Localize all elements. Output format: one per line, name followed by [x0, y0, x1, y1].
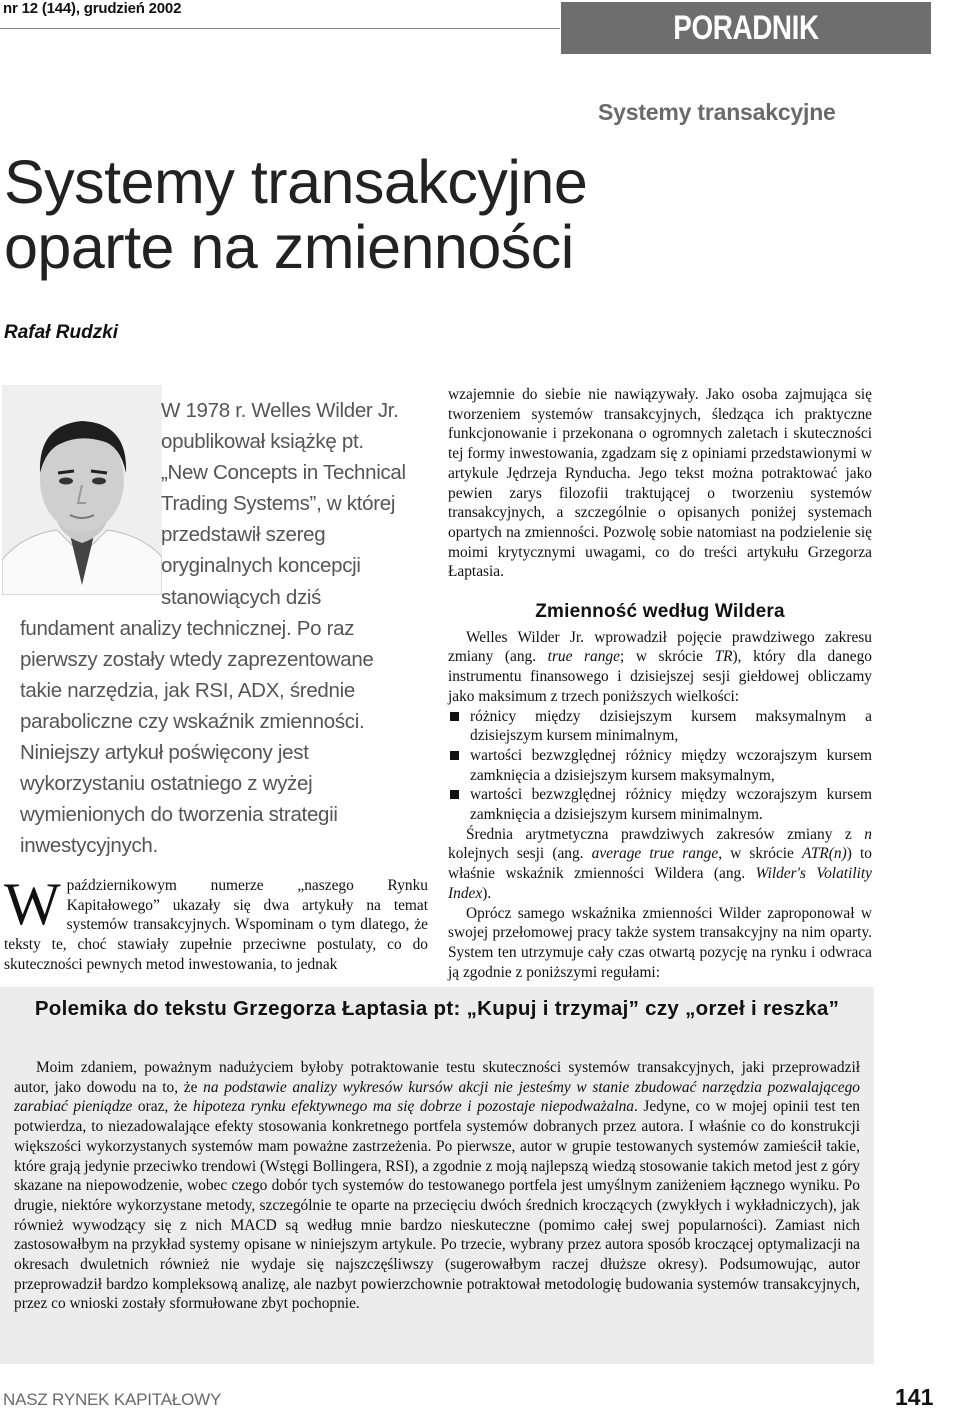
subsection-label: Systemy transakcyjne [598, 99, 836, 125]
bullet-list [448, 707, 872, 825]
author-name: Rafał Rudzki [4, 322, 119, 343]
page-number: 141 [895, 1384, 934, 1410]
body-column-left [4, 871, 428, 975]
paragraph-atr: Średnia arytmetyczna prawdziwych zakresów zmiany z n kolejnych sesji (ang. average true range, w skrócie ATR(n)) to właśnie wskaźnik zmienności Wildera (ang. Wilder's Volatility Index). [448, 825, 872, 902]
polemic-title: Polemika do tekstu Grzegorza Łaptasia pt: „Kupuj i trzymaj” czy „orzeł i reszka” [34, 997, 840, 1020]
list-item: wartości bezwzględnej różnicy między wczorajszym kursem zamknięcia a dzisiejszym kursem maksymalnym, [448, 746, 872, 785]
article-title [4, 150, 587, 280]
paragraph-intro: wzajemnie do siebie nie nawiązywały. Jako osoba zajmująca się tworzeniem systemów transakcyjnych, śledząca ich praktyczne funkcjonowanie i przekonana o ogromnych zaletach i skuteczności tej formy inwestowania, zgadzam się z opiniami przedstawionymi w artykule Jędrzeja Rynducha. Jego tekst można potraktować jako pewien zarys filozofii traktującej o tworzeniu systemów transakcyjnych, a szczególnie o opisanych poniżej systemach opartych na zmienności. Pozwolę sobie natomiast na podzielenie się moimi krytycznymi uwagami, co do treści artykułu Grzegorza Łaptasia. [448, 386, 872, 581]
body-column-right [448, 385, 872, 982]
section-label: PORADNIK INWESTORA [662, 9, 830, 99]
polemic-text: Moim zdaniem, poważnym nadużyciem byłoby potraktowanie testu skuteczności systemów transakcyjnych, jaki przeprowadził autor, jako dowodu na to, że na podstawie analizy wykresów kursów akcji nie jesteśmy w stanie zbudować narzędzia pozwalającego zarabiać pieniądze oraz, że hipoteza rynku efektywnego ma się dobrze i pozostaje niepodważalna. Jedyne, co w mojej opinii test ten potwierdza, to niezadowalające efekty stosowania konkretnego portfela systemów dobranych przez autora. I właśnie co do konstrukcji większości wykorzystanych systemów mam poważne zastrzeżenia. Po pierwsze, autor w grupie testowanych systemów zamieścił takie, które grają jedynie przeciwko trendowi (Wstęgi Bollingera, RSI), a zgodnie z moją najlepszą wiedzą stosowanie takich metod jest z góry skazane na niepowodzenie, wobec czego dobór tych systemów do testowanego portfela jest umyślnym zaniżeniem łącznego wyniku. Po drugie, niektóre wykorzystane metody, szczególnie te oparte na przecięciu dwóch średnich kroczących (zwykłych i wykładniczych), jak również wywodzący się z nich MACD są według mnie bardzo nieskuteczne (pomimo całej swej popularności). Zamiast nich zastosowałbym na przykład systemy opisane w niniejszym artykule. Po trzecie, wybrany przez autora sposób kroczącej optymalizacji na okresach dwuletnich również nie wydaje się najszczęśliwszy (sugerowałbym raczej dłuższe okresy). Podsumowując, autor przeprowadził bardzo kompleksową analizę, ale nazbyt powierzchownie potraktował metodologię budowania systemów transakcyjnych, przez co wnioski zostały sformułowane zbyt pochopnie. [14, 1059, 860, 1313]
paragraph-system: Oprócz samego wskaźnika zmienności Wilder zaproponował w swojej przełomowej pracy także system transakcyjny na nim oparty. System ten utrzymuje cały czas otwartą pozycję na rynku i odwraca ją zgodnie z poniższymi regułami: [448, 904, 872, 981]
section-heading: Zmienność według Wildera [535, 601, 785, 623]
body-text-left: październikowym numerze „naszego Rynku Kapitałowego” ukazały się dwa artykuły na temat systemów transakcyjnych. Wspominam o tym dlatego, że teksty te, choć stawiały zupełnie przeciwne postulaty, co do skuteczności pewnych metod inwestowania, to jednak [4, 877, 428, 973]
header-rule [0, 28, 560, 29]
magazine-name: NASZ RYNEK KAPITAŁOWY [3, 1390, 222, 1409]
photo-spacer [0, 395, 161, 611]
section-banner [561, 2, 931, 99]
list-item: wartości bezwzględnej różnicy między wczorajszym kursem zamknięcia a dzisiejszym kursem minimalnym. [448, 785, 872, 824]
list-item: różnicy między dzisiejszym kursem maksymalnym a dzisiejszym kursem minimalnym, [448, 707, 872, 746]
paragraph-true-range: Welles Wilder Jr. wprowadził pojęcie prawdziwego zakresu zmiany (ang. true range; w skrócie TR), który dla danego instrumentu finansowego i dzisiejszej sesji giełdowej obliczamy jako maksimum z trzech poniższych wielkości: [448, 628, 872, 705]
issue-number: nr 12 (144), grudzień 2002 [3, 0, 182, 17]
article-lead [20, 395, 415, 861]
lead-text: W 1978 r. Welles Wilder Jr. opublikował książkę pt. „New Concepts in Technical Trading Systems”, w której przedstawił szereg oryginalnych koncepcji stanowiących dziś fundament analizy technicznej. Po raz pierwszy zostały wtedy zaprezentowane takie narzędzia, jak RSI, ADX, średnie paraboliczne czy wskaźnik zmienności. Niniejszy artykuł poświęcony jest wykorzystaniu ostatniego z wyżej wymienionych do tworzenia strategii inwestycyjnych. [20, 399, 406, 858]
title-line-1: Systemy transakcyjne [4, 148, 588, 216]
drop-cap: W [4, 871, 61, 937]
title-line-2: oparte na zmienności [4, 213, 574, 281]
